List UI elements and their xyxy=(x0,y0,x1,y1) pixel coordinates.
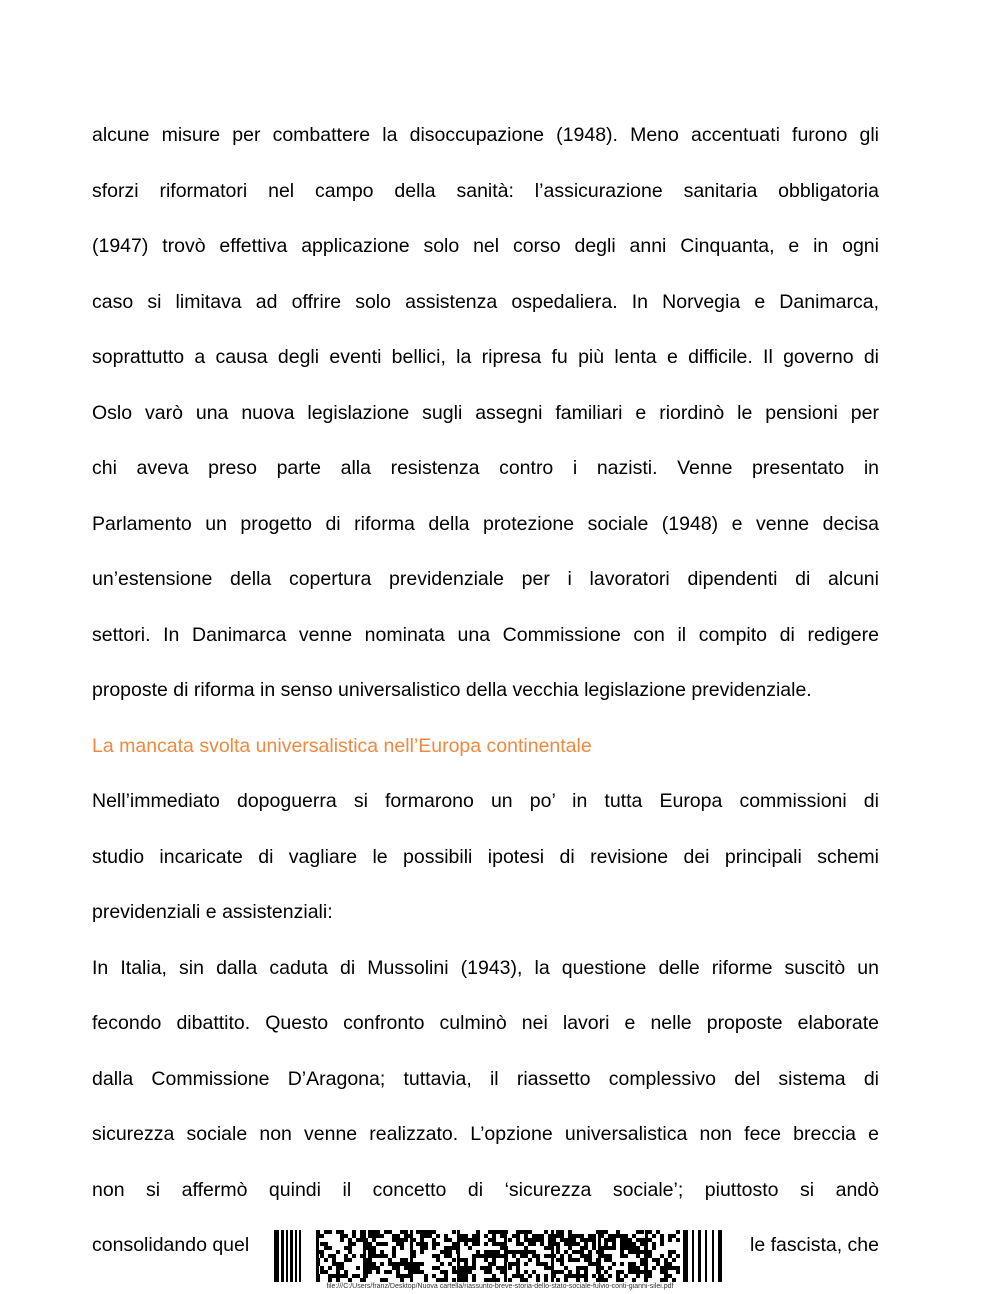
text-line: In Italia, sin dalla caduta di Mussolini (1943), la questione delle riforme suscitò un xyxy=(92,956,879,979)
text-line: proposte di riforma in senso universalistico della vecchia legislazione previdenziale. xyxy=(92,679,812,701)
text-line: previdenziali e assistenziali: xyxy=(92,901,333,923)
barcode-graphic xyxy=(272,1230,731,1282)
text-line: Parlamento un progetto di riforma della protezione sociale (1948) e venne decisa xyxy=(92,512,879,535)
text-line: (1947) trovò effettiva applicazione solo nel corso degli anni Cinquanta, e in ogni xyxy=(92,235,879,257)
text-line: dalla Commissione D’Aragona; tuttavia, il riassetto complessivo del sistema di xyxy=(92,1067,879,1090)
document-body xyxy=(92,117,879,1283)
text-line: alcune misure per combattere la disoccupazione (1948). Meno accentuati furono gli xyxy=(92,124,879,146)
text-fragment-left: consolidando quel xyxy=(92,1234,250,1256)
barcode-overlay xyxy=(272,1230,731,1282)
section-heading: La mancata svolta universalistica nell’Europa continentale xyxy=(92,734,592,757)
text-line: non si affermò quindi il concetto di ‘sicurezza sociale’; piuttosto si andò xyxy=(92,1178,879,1201)
text-line: sforzi riformatori nel campo della sanità: l’assicurazione sanitaria obbligatoria xyxy=(92,179,879,202)
text-line: Oslo varò una nuova legislazione sugli assegni familiari e riordinò le pensioni per xyxy=(92,401,879,424)
text-line: fecondo dibattito. Questo confronto culminò nei lavori e nelle proposte elaborate xyxy=(92,1012,879,1034)
text-line: studio incaricate di vagliare le possibili ipotesi di revisione dei principali schemi xyxy=(92,845,879,868)
text-line: caso si limitava ad offrire solo assistenza ospedaliera. In Norvegia e Danimarca, xyxy=(92,290,879,313)
text-line: un’estensione della copertura previdenziale per i lavoratori dipendenti di alcuni xyxy=(92,568,879,590)
text-line: sicurezza sociale non venne realizzato. L’opzione universalistica non fece breccia e xyxy=(92,1123,879,1145)
file-path-footer: file:///C:/Users/franz/Desktop/Nuova cartella/riassunto-breve-storia-dello-stato-sociale-fulvio-conti-gianni-silei.pdf xyxy=(326,1283,674,1290)
text-line: settori. In Danimarca venne nominata una Commissione con il compito di redigere xyxy=(92,623,879,646)
text-fragment-right: le fascista, che xyxy=(750,1234,879,1256)
text-line: soprattutto a causa degli eventi bellici, la ripresa fu più lenta e difficile. Il governo di xyxy=(92,346,879,368)
text-line: chi aveva preso parte alla resistenza contro i nazisti. Venne presentato in xyxy=(92,457,879,479)
text-line: Nell’immediato dopoguerra si formarono un po’ in tutta Europa commissioni di xyxy=(92,790,879,812)
